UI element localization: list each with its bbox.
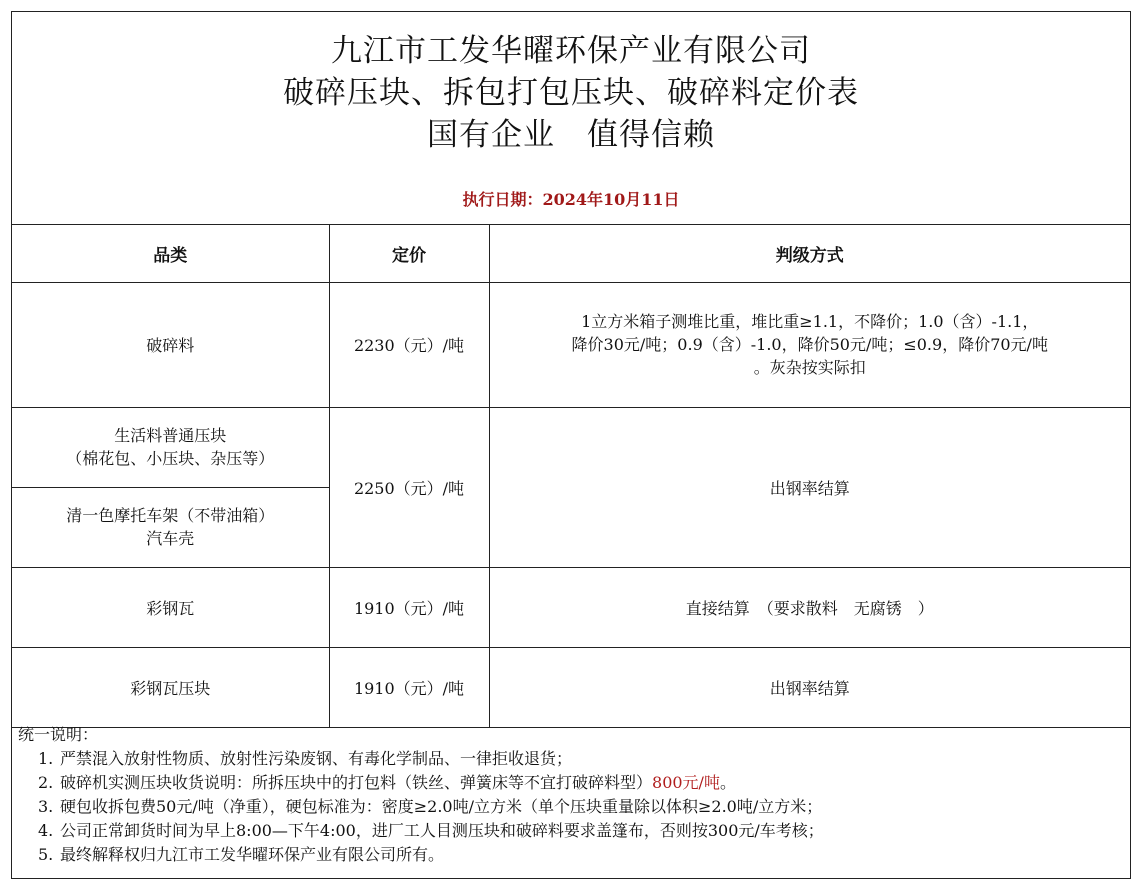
slogan-right: 值得信赖 — [587, 117, 715, 153]
category-line: 清一色摩托车架（不带油箱） — [66, 506, 275, 525]
column-header-category: 品类 — [12, 225, 329, 282]
table-header-row — [12, 225, 1130, 282]
category-cell: 破碎料 — [12, 282, 329, 407]
note-item — [38, 794, 822, 817]
table-row — [12, 282, 1130, 407]
grading-line: 降价30元/吨；0.9（含）-1.0，降价50元/吨；≤0.9，降价70元/吨 — [571, 335, 1048, 354]
note-number: 5. — [38, 845, 54, 864]
note-item — [38, 770, 736, 793]
category-line: 汽车壳 — [146, 529, 195, 548]
grading-cell — [489, 282, 1130, 407]
company-name: 九江市工发华曜环保产业有限公司 — [331, 33, 811, 69]
note-number: 2. — [38, 773, 54, 792]
note-tail: 。 — [719, 773, 736, 792]
grading-line: 。灰杂按实际扣 — [753, 358, 866, 377]
notes-title: 统一说明： — [18, 725, 99, 744]
slogan — [12, 114, 1130, 156]
category-cell — [12, 487, 329, 567]
sheet-subtitle: 破碎压块、拆包打包压块、破碎料定价表 — [283, 75, 859, 111]
grading-cell: 出钢率结算 — [489, 647, 1130, 727]
grading-cell: 直接结算 （要求散料 无腐锈 ） — [489, 567, 1130, 647]
category-cell: 彩钢瓦压块 — [12, 647, 329, 727]
sheet-header — [12, 12, 1130, 225]
category-line: （棉花包、小压块、杂压等） — [66, 449, 275, 468]
price-sheet — [11, 11, 1131, 879]
grading-cell: 出钢率结算 — [489, 407, 1130, 567]
table-row — [12, 647, 1130, 727]
effective-date: 执行日期：2024年10月11日 — [462, 190, 680, 209]
category-line: 生活料普通压块 — [114, 426, 227, 445]
category-cell: 彩钢瓦 — [12, 567, 329, 647]
note-number: 1. — [38, 749, 54, 768]
table-row — [12, 567, 1130, 647]
table-row — [12, 407, 1130, 487]
note-text: 公司正常卸货时间为早上8:00—下午4:00，进厂工人目测压块和破碎料要求盖篷布，否则按300元/车考核； — [60, 821, 824, 840]
note-item — [38, 818, 824, 841]
note-text: 破碎机实测压块收货说明：所拆压块中的打包料（铁丝、弹簧床等不宜打破碎料型） — [60, 773, 653, 792]
price-table — [12, 225, 1130, 728]
price-cell: 2250（元）/吨 — [329, 407, 489, 567]
column-header-grading: 判级方式 — [489, 225, 1130, 282]
note-highlight: 800元/吨 — [652, 773, 720, 792]
note-item — [38, 842, 444, 865]
price-cell: 1910（元）/吨 — [329, 567, 489, 647]
note-number: 4. — [38, 821, 54, 840]
note-number: 3. — [38, 797, 54, 816]
category-cell — [12, 407, 329, 487]
price-cell: 1910（元）/吨 — [329, 647, 489, 727]
price-cell: 2230（元）/吨 — [329, 282, 489, 407]
note-text: 最终解释权归九江市工发华曜环保产业有限公司所有。 — [60, 845, 445, 864]
slogan-left: 国有企业 — [427, 117, 555, 153]
note-text: 硬包收拆包费50元/吨（净重），硬包标准为：密度≥2.0吨/立方米（单个压块重量除以体积≥2.0吨/立方米； — [60, 797, 823, 816]
note-item — [38, 746, 572, 769]
grading-line: 1立方米箱子测堆比重，堆比重≥1.1，不降价；1.0（含）-1.1， — [581, 312, 1039, 331]
note-text: 严禁混入放射性物质、放射性污染废钢、有毒化学制品、一律拒收退货； — [60, 749, 573, 768]
column-header-price: 定价 — [329, 225, 489, 282]
